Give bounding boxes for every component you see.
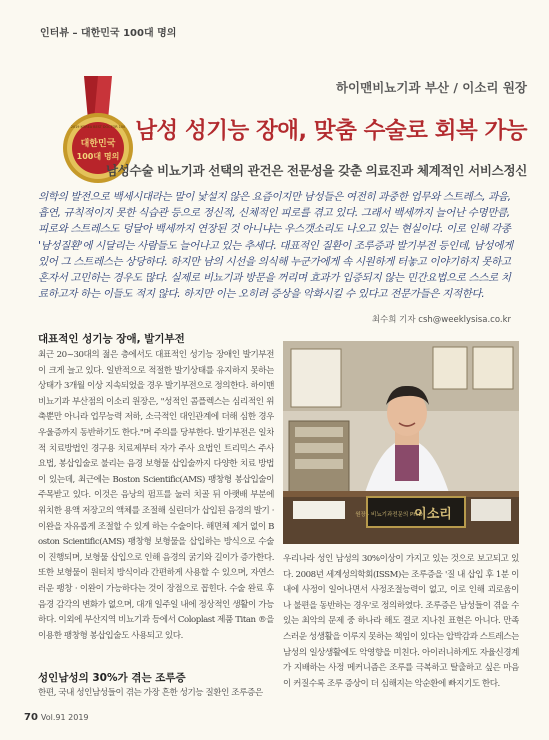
issue-label: Vol.91 2019 [40, 713, 89, 722]
page-footer [24, 712, 89, 723]
section-heading-premature-ejaculation: 성인남성의 30%가 겪는 조루증 [38, 672, 186, 684]
nameplate-name: 이소리 [414, 507, 452, 522]
page-number: 70 [24, 712, 38, 723]
section-body-erectile-dysfunction: 최근 20~30대의 젊은 층에서도 대표적인 성기능 장애인 발기부전이 크게 늘고 있다. 일반적으로 적절한 발기상태를 유지하지 못하는 상태가 3개월 이상 지속되었을 경우 발기부전으로 정의한다. 하이맨비뇨기과 부산점의 이소리 원장은, "성적인 콤플렉스는 심리적인 위축뿐만 아니라 업무능력 저하, 소극적인 대인관계에 더해 심한 경우 우울증까지 동반하기도 한다."며 주의를 당부한다. 발기부전은 일차적 치료방법인 경구용 치료제부터 자가 주사 요법인 트리믹스 주사요법, 봉삽입술로 불리는 음경 보형물 삽입술까지 다양한 치료 방법이 있는데, 최근에는 Boston Scientific(AMS) 팽창형 봉삽입술이 주목받고 있다. 이것은 음낭의 펌프를 눌러 치골 뒤 아랫배 부분에 위치한 용액 저장고의 액체를 조절해 실린더가 삽입된 음경의 발기 · 이완을 자유롭게 조절할 수 있게 하는 수술이다. 해면체 제거 없이 Boston Scientific(AMS) 팽창형 보형물을 삽입하는 방식으로 수술이 진행되며, 보형물 삽입으로 인해 음경의 굵기와 길이가 증가한다. 또한 보형물이 원터치 방식이라 간편하게 사용할 수 있으며, 자연스러운 팽창 · 이완이 가능하다는 것이 장점으로 꼽힌다. 수술 완료 후 음경 감각의 변화가 없으며, 대개 일주일 내에 정상적인 생활이 가능하다. 이외에 부산지역 비뇨기과 등에서 Coloplast 제품 Titan ®을 이용한 팽창형 봉삽입술도 사용되고 있다. [38, 350, 274, 641]
article-lead: 의학의 발전으로 백세시대라는 말이 낯설지 않은 요즘이지만 남성들은 여전히 과중한 업무와 스트레스, 과음, 흡연, 규칙적이지 못한 식습관 등으로 정신적, 신체적인 피로를 겪고 있다. 그래서 백세까지 늘어난 수명만큼, 피로와 스트레스도 덩달아 백세까지 연장된 것 아니냐는 우스갯소리도 나오고 있는 현실이다. 이로 인해 각종 '남성질환'에 시달리는 사람들도 늘어나고 있는 추세다. 대표적인 질환이 조루증과 발기부전 등인데, 남성에게 있어 그 스트레스는 상당하다. 하지만 남의 시선을 의식해 누군가에게 속 시원하게 터놓고 이야기하지 못하고 혼자서 고민하는 경우도 많다. 실제로 비뇨기과 방문을 꺼리며 효과가 입증되지 않는 민간요법으로 스스로 치료하고자 하는 이들도 적지 않다. 하지만 이는 오히려 증상을 악화시킬 수 있다고 전문가들은 지적한다. [38, 191, 513, 301]
nameplate-label: 원장 · 비뇨기과전문의 Ph.D [355, 512, 423, 518]
article-headline: 남성 성기능 장애, 맞춤 수술로 회복 가능 [135, 118, 527, 144]
section-kicker: 인터뷰 – 대한민국 100대 명의 [40, 28, 177, 39]
badge-line-1: 대한민국 [80, 139, 116, 149]
right-column-body: 우리나라 성인 남성의 30%이상이 가지고 있는 것으로 보고되고 있다. 2008년 세계성의학회(ISSM)는 조루증을 '질 내 삽입 후 1분 이내에 사정이 일어나면서 사정조절능력이 없고, 이로 인해 괴로움이나 불편을 동반하는 경우'로 정의하였다. 조루증은 남성들이 겪을 수 있는 최악의 문제 중 하나라 해도 결코 지나친 표현은 아니다. 만족스러운 성생활을 이루지 못하는 책임이 있다는 압박감과 스트레스는 남성의 일상생활에도 악영향을 미친다. 아이러니하게도 자율신경계가 지배하는 사정 메커니즘은 조루를 극복하고 탈출하고 싶은 마음이 커질수록 조루 증상이 더 심해지는 악순환에 빠지기도 한다. [283, 554, 519, 689]
doctor-photo [283, 341, 519, 544]
badge-ribbon-text: 2019 KOREA BEST DOCTOR 100 [70, 125, 126, 129]
article-deck: 남성수술 비뇨기과 선택의 관건은 전문성을 갖춘 의료진과 체계적인 서비스정신 [106, 163, 527, 178]
article-subtitle: 하이맨비뇨기과 부산 / 이소리 원장 [335, 80, 527, 95]
article-byline: 최수희 기자 csh@weeklysisa.co.kr [371, 315, 511, 325]
section-heading-erectile-dysfunction: 대표적인 성기능 장애, 발기부전 [38, 333, 185, 345]
section-body-premature-ejaculation: 한편, 국내 성인남성들이 겪는 가장 흔한 성기능 질환인 조루증은 [38, 688, 263, 698]
badge-line-2: 100대 명의 [76, 152, 120, 161]
